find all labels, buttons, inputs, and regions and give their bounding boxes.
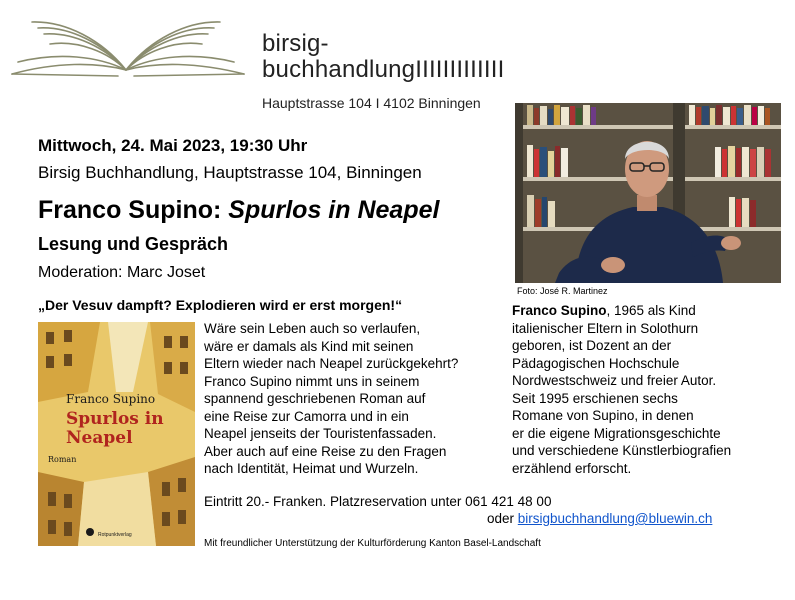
bio-line bbox=[512, 302, 731, 320]
email-link[interactable]: birsigbuchhandlung@bluewin.ch bbox=[517, 511, 713, 526]
bio-line: erzählend erforscht. bbox=[512, 460, 632, 476]
synopsis-line: Neapel jenseits der Touristenfassaden. bbox=[204, 426, 437, 441]
cover-title bbox=[66, 410, 195, 448]
cover-title-line1: Spurlos in bbox=[66, 409, 164, 429]
photo-credit: Foto: José R. Martinez bbox=[517, 286, 608, 296]
event-moderation: Moderation: Marc Joset bbox=[38, 264, 206, 281]
bio-line: Seit 1995 erschienen sechs bbox=[512, 390, 678, 406]
contact-line bbox=[487, 511, 712, 526]
synopsis-line: Wäre sein Leben auch so verlaufen, bbox=[204, 321, 421, 336]
cover-title-line2: Neapel bbox=[66, 428, 133, 448]
event-title-author: Franco Supino: bbox=[38, 196, 229, 224]
event-date-time: Mittwoch, 24. Mai 2023, 19:30 Uhr bbox=[38, 136, 308, 155]
author-photo-illustration bbox=[515, 103, 781, 283]
store-address: Hauptstrasse 104 I 4102 Binningen bbox=[262, 95, 481, 111]
admission-info: Eintritt 20.- Franken. Platzreservation unter 061 421 48 00 bbox=[204, 494, 552, 509]
synopsis-line: spannend geschriebenen Roman auf bbox=[204, 391, 426, 406]
synopsis-line: Eltern wieder nach Neapel zurückgekehrt? bbox=[204, 356, 459, 371]
bio-line: Pädagogischen Hochschule bbox=[512, 355, 680, 371]
bio-line: Nordwestschweiz und freier Autor. bbox=[512, 373, 717, 388]
author-bio bbox=[512, 302, 731, 477]
synopsis-line: wäre er damals als Kind mit seinen bbox=[204, 338, 414, 354]
open-book-logo-icon bbox=[8, 18, 248, 82]
author-photo bbox=[515, 103, 781, 283]
sponsor-note: Mit freundlicher Unterstützung der Kulturförderung Kanton Basel-Landschaft bbox=[204, 538, 541, 549]
book-quote: „Der Vesuv dampft? Explodieren wird er erst morgen!“ bbox=[38, 297, 403, 313]
bio-author-name: Franco Supino bbox=[512, 303, 607, 318]
event-title-book: Spurlos in Neapel bbox=[228, 196, 440, 224]
event-venue: Birsig Buchhandlung, Hauptstrasse 104, Binningen bbox=[38, 163, 422, 182]
synopsis-line: Aber auch auf eine Reise zu den Fragen bbox=[204, 443, 447, 459]
synopsis-line: nach Identität, Heimat und Wurzeln. bbox=[204, 461, 419, 476]
event-title bbox=[38, 196, 439, 225]
bio-line: italienischer Eltern in Solothurn bbox=[512, 320, 699, 336]
bio-line1-rest: , 1965 als Kind bbox=[606, 303, 696, 318]
bio-line: Romane von Supino, in denen bbox=[512, 408, 694, 423]
brand-name-line2: buchhandlungIIIIIIIIIIIII bbox=[262, 56, 505, 83]
event-type: Lesung und Gespräch bbox=[38, 234, 229, 254]
bio-line: geboren, ist Dozent an der bbox=[512, 338, 672, 353]
synopsis-text bbox=[204, 320, 458, 478]
cover-publisher: Rotpunktverlag bbox=[98, 532, 132, 538]
cover-author: Franco Supino bbox=[66, 392, 156, 406]
bio-line: er die eigene Migrationsgeschichte bbox=[512, 425, 721, 441]
cover-genre: Roman bbox=[48, 455, 77, 464]
brand-name-line1: birsig- bbox=[262, 30, 329, 57]
book-cover bbox=[38, 322, 195, 546]
synopsis-line: Franco Supino nimmt uns in seinem bbox=[204, 373, 420, 389]
bio-line: und verschiedene Künstlerbiografien bbox=[512, 443, 732, 458]
synopsis-line: eine Reise zur Camorra und in ein bbox=[204, 408, 409, 424]
contact-prefix: oder bbox=[487, 511, 518, 526]
